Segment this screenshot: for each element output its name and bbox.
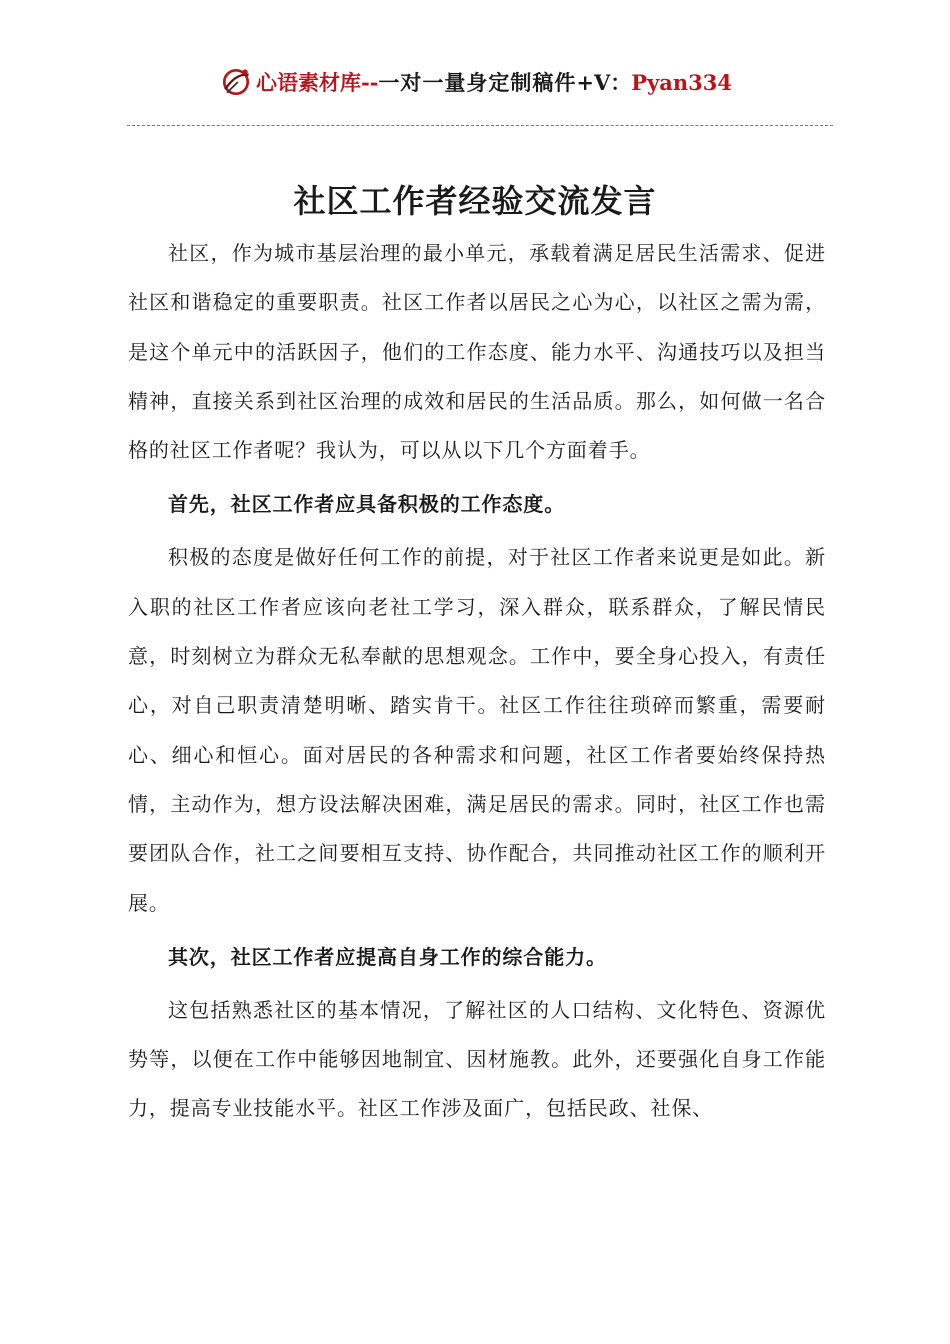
body-paragraph: 这包括熟悉社区的基本情况，了解社区的人口结构、文化特色、资源优势等，以便在工作中能够因地制宜、因材施教。此外，还要强化自身工作能力，提高专业技能水平。社区工作涉及面广，包括民政、社保、 [128,997,826,1121]
header-separator: -- [360,69,379,95]
document-body [128,229,826,1134]
document-title: 社区工作者经验交流发言 [293,182,657,220]
body-paragraph: 积极的态度是做好任何工作的前提，对于社区工作者来说更是如此。新入职的社区工作者应该向老社工学习，深入群众，联系群众，了解民情民意，时刻树立为群众无私奉献的思想观念。工作中，要全身心投入，有责任心，对自己职责清楚明晰、踏实肯干。社区工作往往琐碎而繁重，需要耐心、细心和恒心。面对居民的各种需求和问题，社区工作者要始终保持热情，主动作为，想方设法解决困难，满足居民的需求。同时，社区工作也需要团队合作，社工之间要相互支持、协作配合，共同推动社区工作的顺利开展。 [128,545,826,915]
wechat-id: Pyan334 [631,69,733,95]
header-divider [127,125,833,126]
page-header [0,62,950,102]
section-heading: 其次，社区工作者应提高自身工作的综合能力。 [168,944,607,969]
body-paragraph: 社区，作为城市基层治理的最小单元，承载着满足居民生活需求、促进社区和谐稳定的重要职责。社区工作者以居民之心为心，以社区之需为需，是这个单元中的活跃因子，他们的工作态度、能力水平、沟通技巧以及担当精神，直接关系到社区治理的成效和居民的生活品质。那么，如何做一名合格的社区工作者呢？我认为，可以从以下几个方面着手。 [128,241,826,463]
brand-name: 心语素材库 [255,70,361,95]
header-slogan: 一对一量身定制稿件 [378,70,577,95]
contact-prefix: +V： [576,70,632,95]
section-heading: 首先，社区工作者应具备积极的工作态度。 [168,492,566,517]
brand-logo-icon [218,64,254,100]
